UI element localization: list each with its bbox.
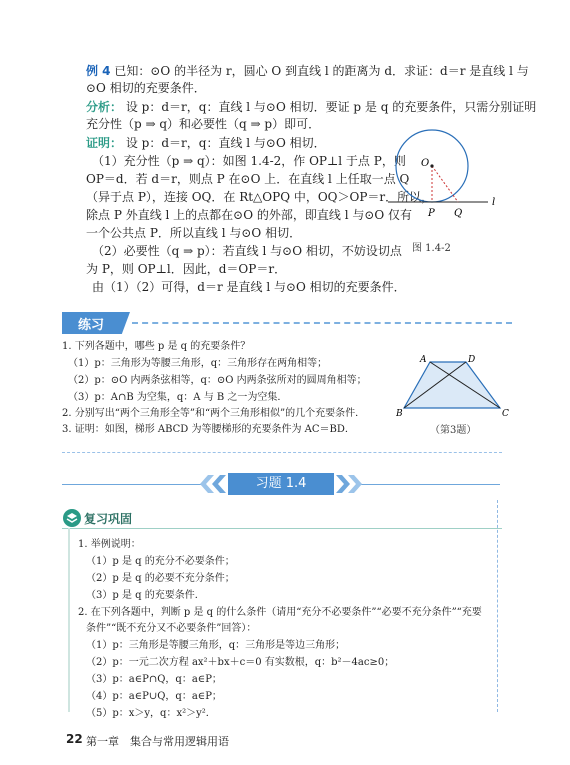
practice-q3: 3. 证明：如图，梯形 ABCD 为等腰梯形的充要条件为 AC＝BD． [62,424,355,435]
practice-q1-c: （3）p：A∩B 为空集，q：A 与 B 之一为空集． [68,392,288,403]
banner-chevron-right-icon [332,475,362,493]
banner-chevron-left-icon [200,475,230,493]
trapezoid-abcd [404,362,500,408]
exercise-2-2: （2）p：一元二次方程 ax²＋bx＋c＝0 有实数根，q：b²－4ac≥0； [86,657,395,668]
banner-line-left [62,484,202,485]
exercise-1-a: （1）p 是 q 的充分不必要条件； [86,556,235,567]
review-icon [62,508,82,528]
proof-label: 证明： [86,136,123,150]
figure-circle-tangent [388,128,508,238]
label-q: Q [454,208,463,219]
exercise-1: 1. 举例说明： [78,539,141,550]
exercise-2-1: （1）p：三角形是等腰三角形，q：三角形是等边三角形； [86,640,346,651]
practice-q1-b: （2）p：⊙O 内两条弦相等，q：⊙O 内两条弦所对的圆周角相等； [68,375,367,386]
label-d: D [468,355,476,365]
example-label: 例 4 [86,64,111,78]
practice-q2: 2. 分别写出“两个三角形全等”和“两个三角形相似”的几个充要条件． [62,408,366,419]
example-statement-2: ⊙O 相切的充要条件． [86,81,206,95]
analysis-text-2: 充分性（p ⇒ q）和必要性（q ⇒ p）即可． [86,117,321,131]
exercise-1-c: （3）p 是 q 的充要条件． [86,590,205,601]
analysis-text-1: 设 p：d＝r，q：直线 l 与⊙O 相切．要证 p 是 q 的充要条件，只需分别证明 [125,100,537,114]
label-l: l [492,197,496,208]
exercise-banner: 习题 1.4 [228,473,334,495]
review-section-title: 复习巩固 [84,512,133,526]
exercise-2-3: （3）p：a∈P∩Q，q：a∈P； [86,674,222,685]
example-line-1 [86,64,529,79]
label-a: A [420,355,427,365]
page-number: 22 [66,732,83,746]
proof-text-1: 设 p：d＝r，q：直线 l 与⊙O 相切． [125,136,326,150]
point-o [430,164,433,167]
exercise-2-4: （4）p：a∈P∪Q，q：a∈P； [86,691,222,702]
practice-title: 练习 [78,318,105,333]
chapter-title: 第一章 集合与常用逻辑用语 [86,735,229,748]
exercise-2-5: （5）p：x＞y，q：x²＞y²． [86,708,216,719]
practice-q1: 1. 下列各题中，哪些 p 是 q 的充要条件？ [62,341,251,352]
practice-q1-a: （1）p：三角形为等腰三角形，q：三角形存在两角相等； [68,358,328,369]
proof-necessity-1: （2）必要性（q ⇒ p）：若直线 l 与⊙O 相切，不妨设切点 [92,244,402,258]
proof-line-1 [86,136,326,151]
proof-necessity-2: 为 P，则 OP⊥l．因此，d＝OP＝r． [86,262,287,276]
segment-oq [432,166,458,202]
analysis-line-1 [86,100,536,115]
label-o: O [421,158,430,169]
analysis-label: 分析： [86,100,123,114]
figure-trapezoid [396,352,510,418]
label-b: B [396,409,403,418]
exercise-2-intro-1: 2. 在下列各题中，判断 p 是 q 的什么条件（请用“充分不必要条件”“必要不充分条件”“充要 [78,607,482,618]
review-divider [62,528,502,529]
practice-divider [132,322,512,324]
proof-sufficiency-2: OP＝d．若 d＝r，则点 P 在⊙O 上．在直线 l 上任取一点 Q [86,172,410,186]
proof-sufficiency-4: 除点 P 外直线 l 上的点都在⊙O 的外部，即直线 l 与⊙O 仅有 [86,208,413,222]
review-left-bar [68,528,70,712]
label-c: C [502,409,509,418]
proof-sufficiency-3: （异于点 P），连接 OQ．在 Rt△OPQ 中，OQ＞OP＝r．所以， [86,190,434,204]
figure-1-caption: 图 1.4-2 [412,243,451,254]
proof-sufficiency-1: （1）充分性（p ⇒ q）：如图 1.4-2，作 OP⊥l 于点 P，则 [92,154,406,168]
exercise-1-b: （2）p 是 q 的必要不充分条件； [86,573,235,584]
proof-sufficiency-5: 一个公共点 P．所以直线 l 与⊙O 相切． [86,226,302,240]
example-statement-1: 已知：⊙O 的半径为 r，圆心 O 到直线 l 的距离为 d．求证：d＝r 是直线 l 与 [114,64,529,78]
proof-conclusion: 由（1）（2）可得，d＝r 是直线 l 与⊙O 相切的充要条件． [92,280,406,294]
label-p: P [428,208,435,219]
exercise-2-intro-2: 条件”“既不充分又不必要条件”回答）： [86,623,257,634]
exercise-top-divider [62,452,502,453]
figure-2-caption: （第3题） [430,425,477,436]
banner-line-right [360,484,500,485]
